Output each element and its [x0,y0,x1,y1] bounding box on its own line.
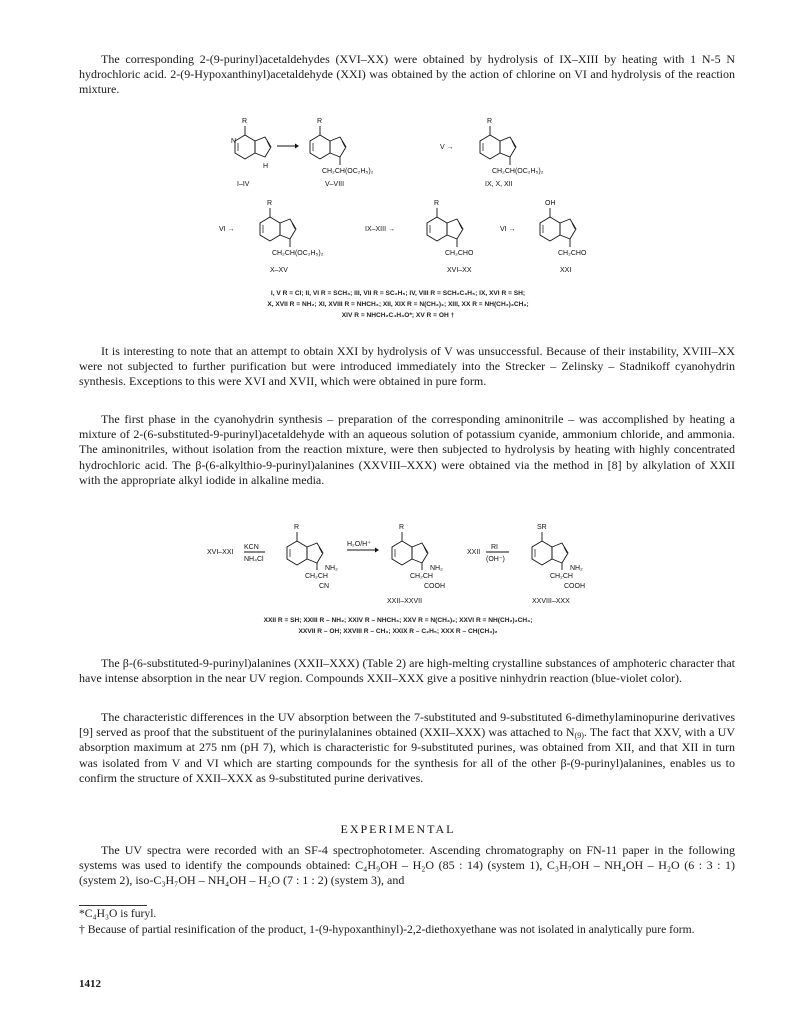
ix-xiii-arrow-label: IX–XIII → [365,226,395,233]
paragraph-acetaldehydes [79,52,735,98]
paragraph-text: It is interesting to note that an attempt to obtain XXI by hydrolysis of V was unsuccessful. Because of their instability, XVIII–XX were not subjected to further purification but were introduced immediately into the Strecker – Zelinsky – Stadnikoff cyanohydrin synthesis. Exceptions to this were XVI and XVII, which were obtained in pure form. [79,344,735,389]
compound-label-v-viii: V–VIII [325,181,345,188]
aldehyde-substituent: CH₂CHO [558,250,587,257]
compound-label-ix-xiii: IX, X, XII [485,181,513,188]
ch2ch-label: CH₂CH [550,573,573,580]
nh2-label: NH₂ [325,565,338,572]
paragraph-alanines-properties [79,656,735,686]
scheme-2-legend [170,615,626,637]
cooh-label: COOH [424,583,445,590]
paragraph-hydrolysis-note [79,344,735,390]
nh2-label: NH₂ [430,565,443,572]
section-heading: EXPERIMENTAL [340,822,456,836]
paragraph-cyanohydrin-synthesis [79,412,735,488]
compound-label-xxi: XXI [560,267,572,274]
paragraph-text: The first phase in the cyanohydrin synthesis – preparation of the corresponding aminonitrile – was accomplished by heating a mixture of 2-(6-substituted-9-purinyl)acetaldehyde with an aqueous solution of potassium cyanide, ammonium chloride, and ammonia. The aminonitriles, without isolation from the reaction mixture, were then subjected to hydrolysis by heating with highly concentrated hydrochloric acid. The β-(6-alkylthio-9-purinyl)alanines (XXVIII–XXX) were obtained via the method in [8] by alkylation of XXII with the appropriate alkyl iodide in alkaline media. [79,412,735,487]
footnote-resinification: † Because of partial resinification of the product, 1-(9-hypoxanthinyl)-2,2-diethoxyethane was not isolated in analytically pure form. [79,923,695,936]
nh2-label: NH₂ [570,565,583,572]
cn-label: CN [319,583,330,590]
paragraph-text: The β-(6-substituted-9-purinyl)alanines (XXII–XXX) (Table 2) are high-melting crystalline substances of amphoteric character that have intense absorption in the near UV region. Compounds XXII–XXX give a positive ninhydrin reaction (blue-violet color). [79,656,735,686]
nh4cl-reagent: NH₄Cl [244,556,264,563]
kcn-reagent: KCN [244,544,259,551]
oh-label: OH [545,200,556,207]
sr-label: SR [537,524,547,531]
cooh-label: COOH [564,583,585,590]
legend-line: I, V R = Cl; II, VI R = SCH₃; III, VII R = SC₂H₅; IV, VIII R = SCH₂C₆H₅; IX, XVI R = SH; [270,290,526,297]
r-label: R [434,200,440,207]
h-label: H [263,163,269,170]
reaction-scheme-2 [207,520,597,612]
start-compound-label: XVI–XXI [207,549,234,556]
r-label: R [294,524,300,531]
legend-line: XXVII R – OH; XXVIII R – CH₃; XXIX R – C₂H₅; XXX R – CH(CH₃)₂ [298,628,498,635]
compound-label-i-iv: I–IV [237,181,250,188]
page-number: 1412 [79,978,101,990]
footnote-furyl: *C₄H₃O is furyl. [79,907,157,920]
hydrolysis-reagent: H₂O/H⁺ [347,541,371,548]
r-label: R [242,118,248,125]
paragraph-text: . The fact that XXV, with a UV absorption maximum at 275 nm (pH 7), which is characteristic for 9-substituted purines, was obtained from XII, and that XII in turn was isolated from V and VI which are starting compounds for the synthesis for all of the other β-(9-purinyl)alanines, enables us to confirm the structure of XXII–XXX as 9-substituted purine derivatives. [79,725,735,785]
r-label: R [399,524,405,531]
footnote-rule [79,905,147,906]
paragraph-text: The characteristic differences in the UV absorption between the 7-substituted and 9-substituted 6-dimethylaminopurine derivatives [9] served as proof that the substituent of the purinylalanines obtained (XXII–XXX) was attached to N [79,710,735,740]
r-label: R [317,118,323,125]
base-reagent: (OH⁻) [486,556,505,563]
ch2ch-label: CH₂CH [305,573,328,580]
compound-label-xxviii-xxx: XXVIII–XXX [532,598,570,605]
legend-line: X, XVII R = NH₂; XI, XVIII R = NHCH₃; XII, XIX R = N(CH₃)₂; XIII, XX R = NH(CH₂)₃CH₃; [267,301,529,308]
reaction-scheme-1 [215,110,595,288]
compound-label-x-xv: X–XV [270,267,288,274]
n9-subscript: (9) [574,731,584,741]
vi-arrow-label: VI → [219,226,235,233]
scheme-2-drawing [207,520,597,612]
compound-label-xvi-xx: XVI–XX [447,267,472,274]
xxii-label: XXII [467,549,481,556]
compound-label-xxii-xxvii: XXII–XXVII [387,598,423,605]
ch2ch-label: CH₂CH [410,573,433,580]
acetal-substituent: CH₂CH(OC₂H₅)₂ [272,250,324,257]
scheme-1-legend [170,288,626,321]
acetal-substituent: CH₂CH(OC₂H₅)₂ [322,168,374,175]
paragraph-text: The UV spectra were recorded with an SF-4 spectrophotometer. Ascending chromatography on FN-11 paper in the following systems was used to identify the compounds obtained: C₄H₉OH – H₂O (85 : 14) (system 1), C₃H₇OH – NH₄OH – H₂O (6 : 3 : 1) (system 2), iso-C₃H₇OH – NH₄OH – H₂O (7 : 1 : 2) (system 3), and [79,843,735,888]
paragraph-experimental [79,843,735,889]
r-label: R [487,118,493,125]
legend-line: XIV R = NHCH₂C₄H₃O*; XV R = OH † [341,312,455,319]
paragraph-uv-absorption [79,710,735,786]
vi-arrow-label-2: VI → [500,226,516,233]
r-label: R [267,200,273,207]
scheme-1-drawing [215,110,595,288]
ri-reagent: RI [491,544,498,551]
legend-line: XXII R = SH; XXIII R – NH₂; XXIV R – NHCH₃; XXV R = N(CH₃)₂; XXVI R = NH(CH₂)₃CH₃; [263,617,533,624]
aldehyde-substituent: CH₂CHO [445,250,474,257]
v-arrow-label: V → [440,144,454,151]
paragraph-text: The corresponding 2-(9-purinyl)acetaldehydes (XVI–XX) were obtained by hydrolysis of IX–XIII by heating with 1 N-5 N hydrochloric acid. 2-(9-Hypoxanthinyl)acetaldehyde (XXI) was obtained by the action of chlorine on VI and hydrolysis of the reaction mixture. [79,52,735,97]
acetal-substituent: CH₂CH(OC₂H₅)₂ [492,168,544,175]
n-label: N [231,138,237,145]
